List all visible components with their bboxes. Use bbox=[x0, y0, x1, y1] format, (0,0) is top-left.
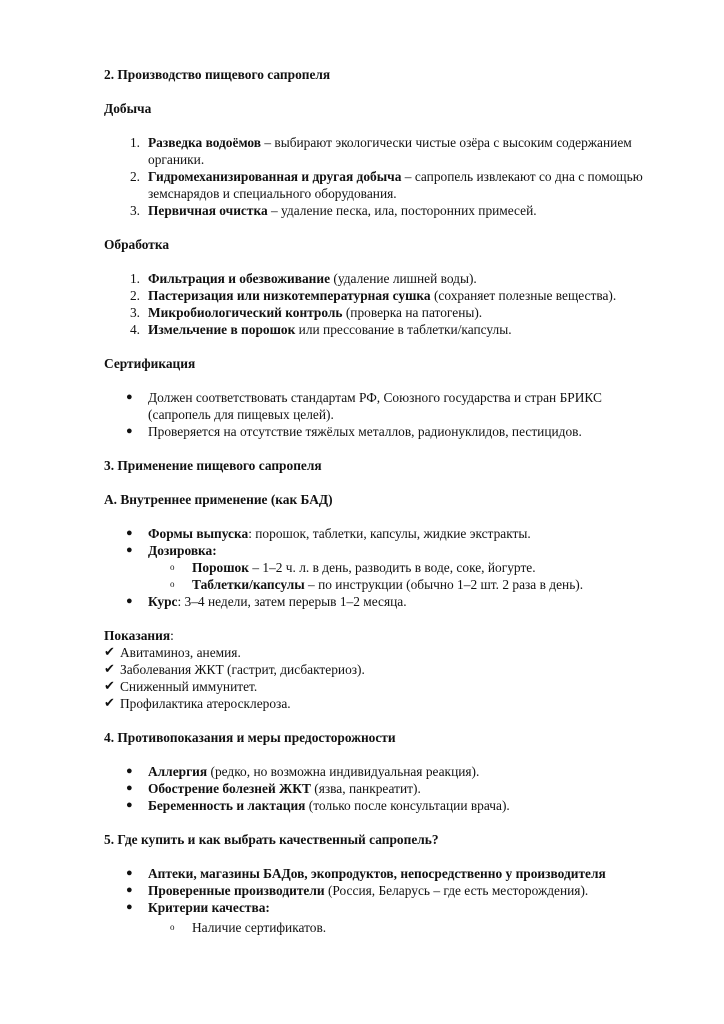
list-item: ● Проверяется на отсутствие тяжёлых металлов, радионуклидов, пестицидов. bbox=[126, 424, 582, 439]
indications-title: Показания: bbox=[104, 628, 174, 643]
checkmark-icon: ✔ bbox=[104, 662, 115, 677]
list-item: 3. Микробиологический контроль (проверка на патогены). bbox=[129, 305, 483, 320]
buying-list bbox=[104, 865, 664, 936]
sub-list-item: o Порошок – 1–2 ч. л. в день, разводить в воде, соке, йогурте. bbox=[170, 560, 536, 575]
bullet-icon: ● bbox=[126, 884, 133, 896]
list-item: 3. Первичная очистка – удаление песка, ила, посторонних примесей. bbox=[129, 203, 537, 218]
list-item: 1. Фильтрация и обезвоживание (удаление лишней воды). bbox=[129, 271, 477, 286]
bullet-icon: ● bbox=[126, 799, 133, 811]
bullet-icon: ● bbox=[126, 391, 133, 403]
bullet-icon: ● bbox=[126, 595, 133, 607]
list-item: 2. Пастеризация или низкотемпературная сушка (сохраняет полезные вещества). bbox=[129, 288, 617, 303]
circle-bullet-icon: o bbox=[170, 562, 175, 572]
list-item: ● Критерии качества: bbox=[126, 900, 270, 915]
bullet-icon: ● bbox=[126, 765, 133, 777]
list-item: 1. Разведка водоёмов – выбирают экологически чистые озёра с высоким содержанием органики. bbox=[129, 135, 632, 167]
bullet-icon: ● bbox=[126, 425, 133, 437]
sub-list-item: o Наличие сертификатов. bbox=[170, 920, 327, 935]
internal-use-list bbox=[104, 525, 664, 610]
list-item: ● Проверенные производители (Россия, Беларусь – где есть месторождения). bbox=[126, 883, 589, 898]
heading-application: 3. Применение пищевого сапропеля bbox=[104, 458, 322, 473]
bullet-icon: ● bbox=[126, 527, 133, 539]
list-item: ● Формы выпуска: порошок, таблетки, капсулы, жидкие экстракты. bbox=[126, 526, 531, 541]
bullet-icon: ● bbox=[126, 544, 133, 556]
processing-list bbox=[104, 270, 664, 338]
subheading-processing: Обработка bbox=[104, 237, 170, 252]
heading-production: 2. Производство пищевого сапропеля bbox=[104, 67, 331, 82]
extraction-list bbox=[104, 134, 664, 219]
subheading-extraction: Добыча bbox=[104, 101, 152, 116]
checkmark-icon: ✔ bbox=[104, 696, 115, 711]
check-item: ✔ Авитаминоз, анемия. bbox=[104, 645, 241, 660]
list-item: ● Аптеки, магазины БАДов, экопродуктов, непосредственно у производителя bbox=[126, 866, 606, 881]
certification-list bbox=[104, 389, 664, 440]
indications-list bbox=[0, 644, 664, 712]
sub-list-item: o Таблетки/капсулы – по инструкции (обычно 1–2 шт. 2 раза в день). bbox=[170, 577, 584, 592]
bullet-icon: ● bbox=[126, 867, 133, 879]
checkmark-icon: ✔ bbox=[104, 645, 115, 660]
list-item: ● Обострение болезней ЖКТ (язва, панкреатит). bbox=[126, 781, 421, 796]
check-item: ✔ Профилактика атеросклероза. bbox=[104, 696, 291, 711]
list-item: ● Дозировка: bbox=[126, 543, 217, 558]
check-item: ✔ Заболевания ЖКТ (гастрит, дисбактериоз). bbox=[104, 662, 365, 677]
heading-contraindications: 4. Противопоказания и меры предосторожности bbox=[104, 730, 396, 745]
list-item: 2. Гидромеханизированная и другая добыча – сапропель извлекают со дна с помощью земснарядов и специального оборудования. bbox=[129, 169, 643, 201]
document-page bbox=[104, 64, 664, 936]
check-item: ✔ Сниженный иммунитет. bbox=[104, 679, 258, 694]
list-item: ● Беременность и лактация (только после консультации врача). bbox=[126, 798, 510, 813]
heading-buying: 5. Где купить и как выбрать качественный сапропель? bbox=[104, 832, 439, 847]
circle-bullet-icon: o bbox=[170, 922, 175, 932]
contraindications-list bbox=[104, 763, 664, 814]
checkmark-icon: ✔ bbox=[104, 679, 115, 694]
list-item: 4. Измельчение в порошок или прессование в таблетки/капсулы. bbox=[129, 322, 512, 337]
bullet-icon: ● bbox=[126, 782, 133, 794]
subheading-certification: Сертификация bbox=[104, 356, 196, 371]
list-item: ● Должен соответствовать стандартам РФ, Союзного государства и стран БРИКС (сапропель для пищевых целей). bbox=[126, 390, 602, 422]
list-item: ● Аллергия (редко, но возможна индивидуальная реакция). bbox=[126, 764, 480, 779]
subheading-internal-use: А. Внутреннее применение (как БАД) bbox=[104, 492, 333, 507]
list-item: ● Курс: 3–4 недели, затем перерыв 1–2 месяца. bbox=[126, 594, 407, 609]
bullet-icon: ● bbox=[126, 901, 133, 913]
circle-bullet-icon: o bbox=[170, 579, 175, 589]
